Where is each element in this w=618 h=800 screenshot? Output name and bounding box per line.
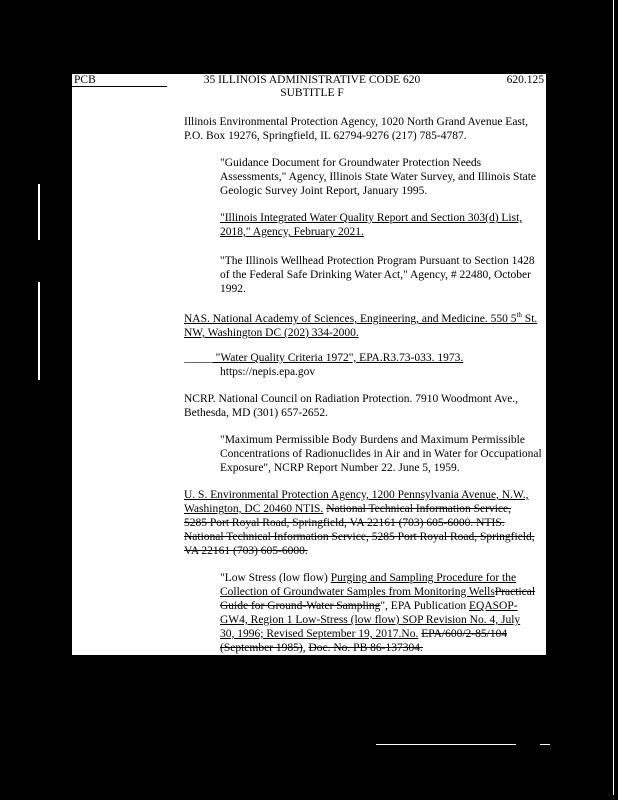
right-edge-line bbox=[613, 0, 614, 795]
epa-link[interactable]: https://nepis.epa.gov bbox=[220, 366, 316, 378]
entry-usepa: U. S. Environmental Protection Agency, 1200 Pennsylvania Avenue, N.W., Washington, DC 20460 NTIS. National Technical Information Service, 5285 Port Royal Road, Springfield, VA 22161 (703) 605-6000. NTIS. National Technical Information Service, 5285 Port Royal Road, Springfield, VA 22161 (703) 605-6000. bbox=[184, 489, 535, 557]
entry-guidance-document: "Guidance Document for Groundwater Protection Needs Assessments," Agency, Illinois State Water Survey, and Illinois State Geologic Survey Joint Report, January 1995. bbox=[220, 157, 537, 197]
entry-ncrp-report: "Maximum Permissible Body Burdens and Maximum Permissible Concentrations of Radionuclides in Air and in Water for Occupational Exposure", NCRP Report Number 22. June 5, 1959. bbox=[220, 434, 542, 474]
document-page bbox=[72, 74, 546, 655]
footer-rule-short bbox=[540, 744, 550, 745]
header-subtitle: SUBTITLE F bbox=[280, 87, 344, 99]
revision-bar-1 bbox=[38, 184, 40, 240]
entry-ncrp: NCRP. National Council on Radiation Protection. 7910 Woodmont Ave., Bethesda, MD (301) 657-2652. bbox=[184, 393, 519, 419]
header-rule bbox=[72, 86, 167, 87]
entry-water-quality-criteria: _____ "Water Quality Criteria 1972", EPA.R3.73-033. 1973. https://nepis.epa.gov bbox=[184, 352, 464, 378]
revision-bar-2 bbox=[38, 282, 40, 380]
footer-rule-long bbox=[376, 744, 516, 745]
header-title: 35 ILLINOIS ADMINISTRATIVE CODE 620 bbox=[203, 74, 421, 86]
entry-nas: NAS. National Academy of Sciences, Engineering, and Medicine. 550 5th St. NW, Washington DC (202) 334-2000. bbox=[184, 311, 538, 339]
page-header bbox=[72, 74, 546, 102]
entry-iepa: Illinois Environmental Protection Agency, 1020 North Grand Avenue East, P.O. Box 19276, Springfield, IL 62794-9276 (217) 785-4787. bbox=[184, 116, 528, 142]
header-left: PCB bbox=[74, 74, 96, 86]
entry-low-stress: "Low Stress (low flow) Purging and Sampling Procedure for the Collection of Groundwater Samples from Monitoring WellsPractical Guide for Ground-Water Sampling", EPA Publication EQASOP-GW4, Region 1 Low-Stress (low flow) SOP Revision No. 4, July 30, 1996; Revised September 19, 2017.No. EPA/600/2-85/104 (September 1985), Doc. No. PB 86-137304. bbox=[220, 572, 536, 654]
header-center bbox=[176, 74, 448, 100]
header-section: 620.125 bbox=[506, 74, 544, 86]
entry-integrated-report: "Illinois Integrated Water Quality Report and Section 303(d) List, 2018," Agency, February 2021. bbox=[220, 212, 523, 238]
entry-wellhead-program: "The Illinois Wellhead Protection Program Pursuant to Section 1428 of the Federal Safe Drinking Water Act," Agency, # 22480, October 1992. bbox=[220, 255, 535, 295]
